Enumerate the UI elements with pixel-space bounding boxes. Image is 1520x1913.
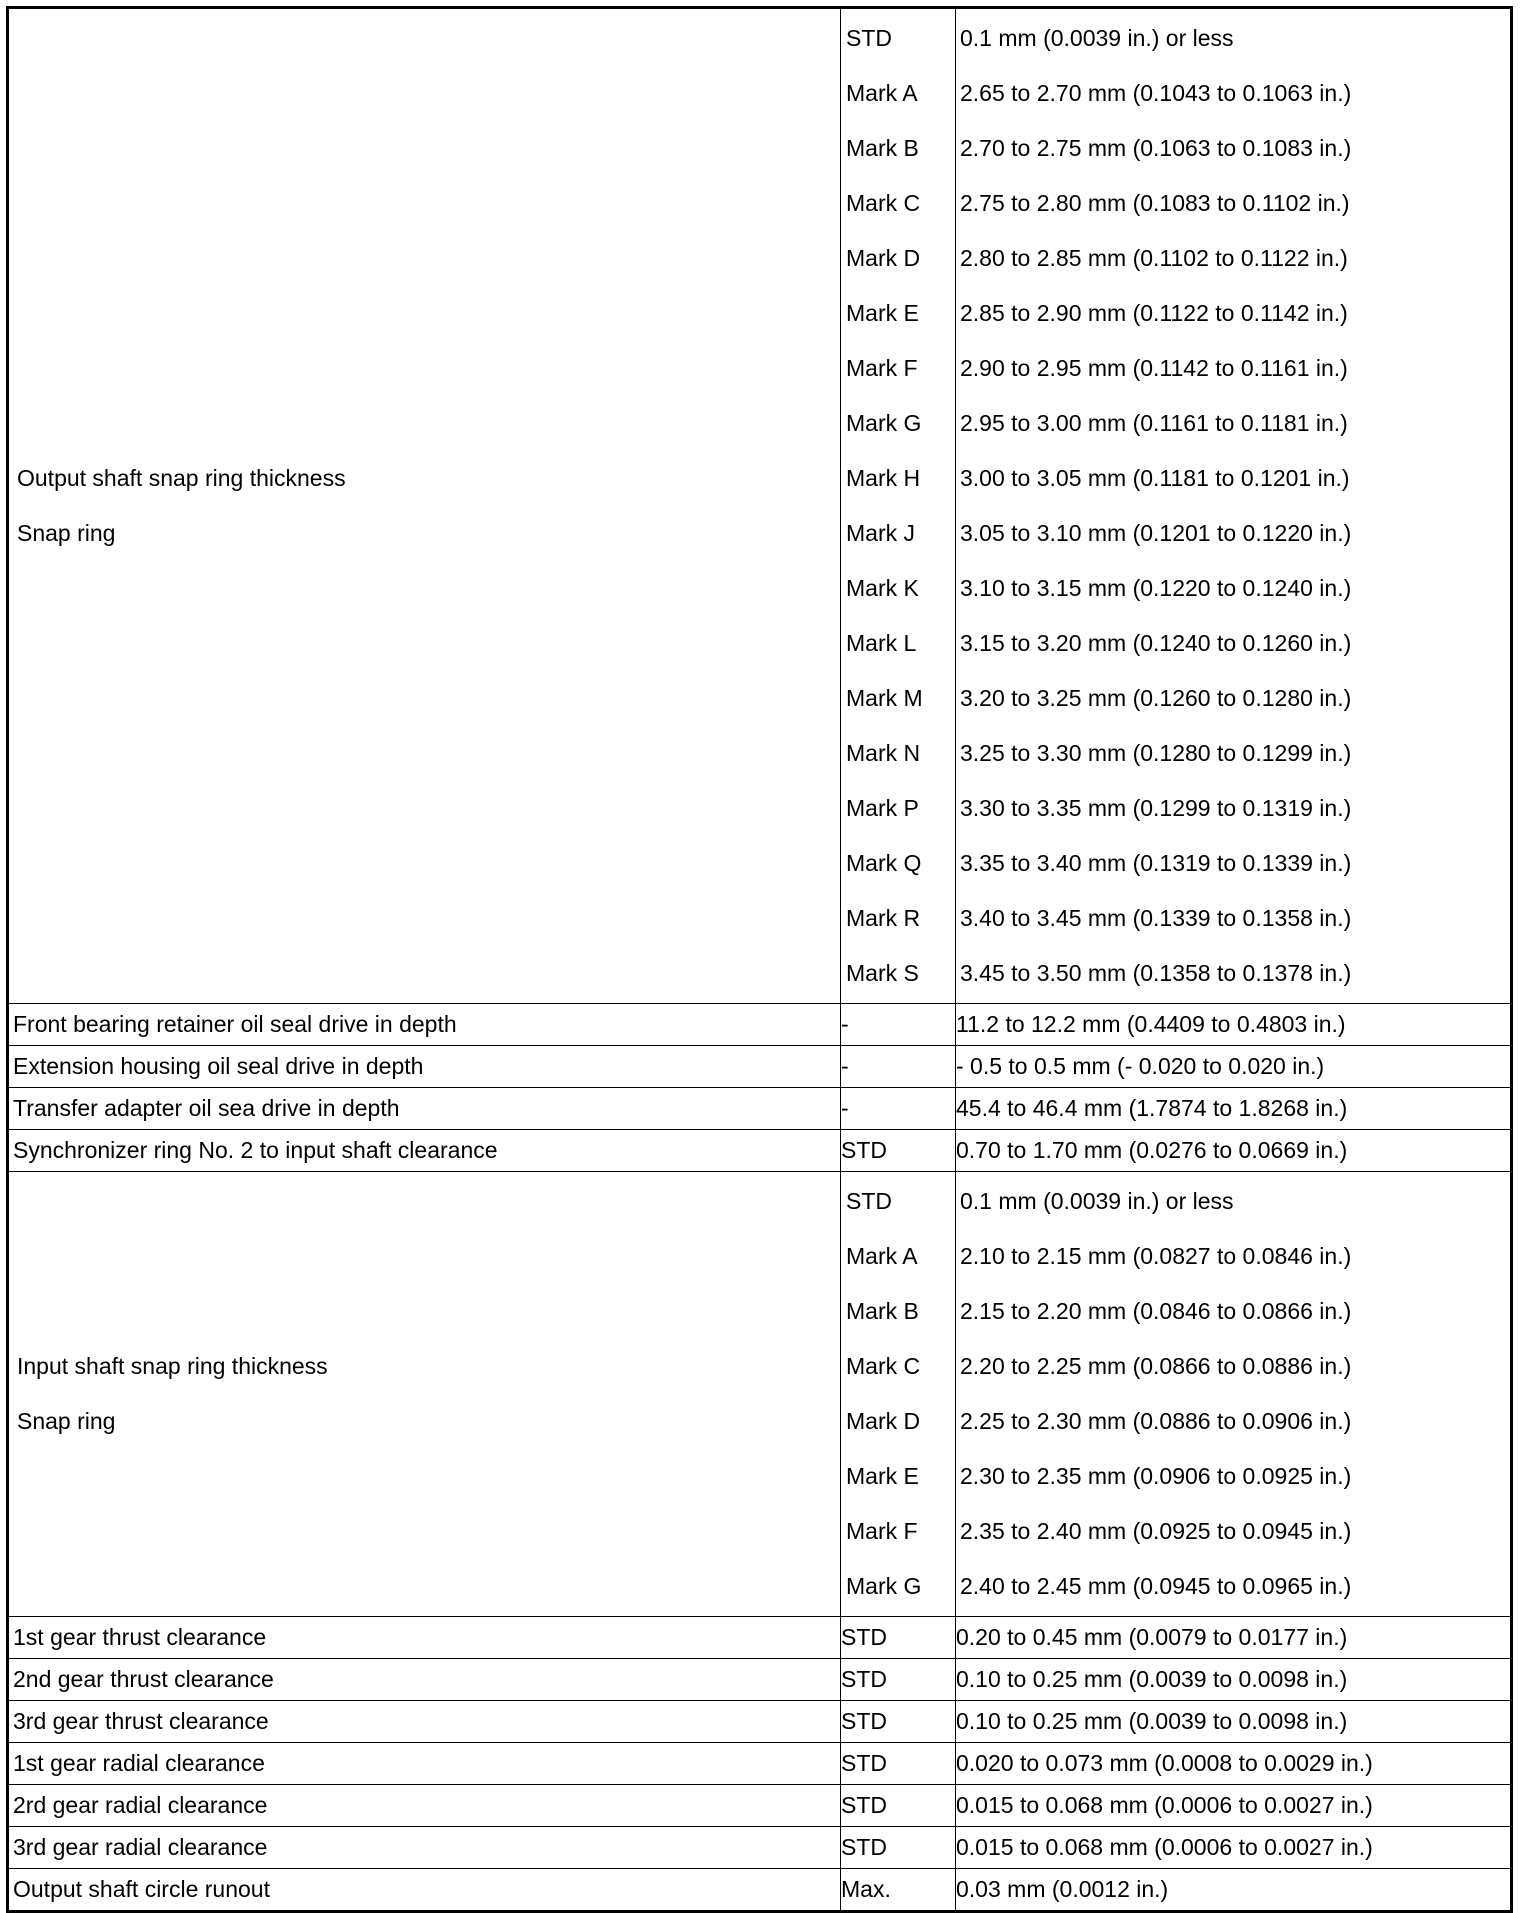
group-value-cell [956, 1172, 1512, 1617]
spec-key: Mark N [846, 740, 921, 766]
spec-value: 0.015 to 0.068 mm (0.0006 to 0.0027 in.) [956, 1827, 1512, 1869]
spec-value: 2.65 to 2.70 mm (0.1043 to 0.1063 in.) [960, 80, 1352, 106]
spec-key: Mark C [846, 190, 921, 216]
table-row [8, 1659, 1512, 1701]
spec-value: 3.35 to 3.40 mm (0.1319 to 0.1339 in.) [960, 850, 1352, 876]
spec-key: STD [841, 1743, 956, 1785]
spec-value: 3.45 to 3.50 mm (0.1358 to 0.1378 in.) [960, 960, 1352, 986]
group-key-cell [841, 8, 956, 1004]
spec-key: - [841, 1046, 956, 1088]
table-row [8, 1004, 1512, 1046]
group-item-label [13, 1172, 840, 1616]
group-item-label [13, 9, 840, 1003]
table-row [8, 1701, 1512, 1743]
spec-key: Mark E [846, 1463, 919, 1489]
spec-value: 3.20 to 3.25 mm (0.1260 to 0.1280 in.) [960, 685, 1352, 711]
spec-value: 2.70 to 2.75 mm (0.1063 to 0.1083 in.) [960, 135, 1352, 161]
spec-value: 2.95 to 3.00 mm (0.1161 to 0.1181 in.) [960, 410, 1348, 436]
spec-key: STD [846, 25, 892, 51]
spec-value: 2.35 to 2.40 mm (0.0925 to 0.0945 in.) [960, 1518, 1352, 1544]
spec-key: Mark D [846, 245, 921, 271]
spec-value: 2.30 to 2.35 mm (0.0906 to 0.0925 in.) [960, 1463, 1352, 1489]
spec-item: Output shaft circle runout [8, 1869, 841, 1912]
spec-value: 0.03 mm (0.0012 in.) [956, 1869, 1512, 1912]
spec-key: STD [841, 1701, 956, 1743]
spec-value: 0.10 to 0.25 mm (0.0039 to 0.0098 in.) [956, 1659, 1512, 1701]
spec-value: 0.020 to 0.073 mm (0.0008 to 0.0029 in.) [956, 1743, 1512, 1785]
spec-key: Mark H [846, 465, 921, 491]
spec-key: - [841, 1088, 956, 1130]
spec-value: 3.00 to 3.05 mm (0.1181 to 0.1201 in.) [960, 465, 1350, 491]
spec-key: STD [841, 1617, 956, 1659]
spec-value: 3.10 to 3.15 mm (0.1220 to 0.1240 in.) [960, 575, 1352, 601]
group-row [8, 1172, 1512, 1617]
table-row [8, 1743, 1512, 1785]
spec-value: - 0.5 to 0.5 mm (- 0.020 to 0.020 in.) [956, 1046, 1512, 1088]
spec-key: STD [841, 1130, 956, 1172]
spec-value: 2.20 to 2.25 mm (0.0866 to 0.0886 in.) [960, 1353, 1352, 1379]
spec-value: 0.20 to 0.45 mm (0.0079 to 0.0177 in.) [956, 1617, 1512, 1659]
spec-key: Mark Q [846, 850, 922, 876]
spec-value: 0.015 to 0.068 mm (0.0006 to 0.0027 in.) [956, 1785, 1512, 1827]
spec-key: STD [841, 1659, 956, 1701]
spec-value: 3.25 to 3.30 mm (0.1280 to 0.1299 in.) [960, 740, 1352, 766]
spec-value: 3.40 to 3.45 mm (0.1339 to 0.1358 in.) [960, 905, 1352, 931]
group-item-cell [8, 8, 841, 1004]
table-row [8, 1617, 1512, 1659]
group-item-cell [8, 1172, 841, 1617]
spec-item: 3rd gear radial clearance [8, 1827, 841, 1869]
spec-key: Mark E [846, 300, 919, 326]
spec-key: STD [841, 1785, 956, 1827]
spec-value: 0.70 to 1.70 mm (0.0276 to 0.0669 in.) [956, 1130, 1512, 1172]
spec-key: Mark F [846, 1518, 918, 1544]
spec-value: 2.75 to 2.80 mm (0.1083 to 0.1102 in.) [960, 190, 1350, 216]
spec-key: Mark B [846, 1298, 919, 1324]
spec-item: 3rd gear thrust clearance [8, 1701, 841, 1743]
spec-key: Mark P [846, 795, 919, 821]
spec-key: STD [841, 1827, 956, 1869]
spec-value: 2.80 to 2.85 mm (0.1102 to 0.1122 in.) [960, 245, 1348, 271]
table-row [8, 1088, 1512, 1130]
spec-key: Max. [841, 1869, 956, 1912]
spec-item: 2rd gear radial clearance [8, 1785, 841, 1827]
group-key-cell [841, 1172, 956, 1617]
spec-key: Mark G [846, 1573, 922, 1599]
spec-value: 2.10 to 2.15 mm (0.0827 to 0.0846 in.) [960, 1243, 1352, 1269]
spec-key: Mark L [846, 630, 917, 656]
group-item-line: Output shaft snap ring thickness [17, 465, 346, 491]
spec-item: 1st gear radial clearance [8, 1743, 841, 1785]
spec-key: Mark A [846, 80, 918, 106]
table-row [8, 1869, 1512, 1912]
spec-value: 3.30 to 3.35 mm (0.1299 to 0.1319 in.) [960, 795, 1352, 821]
table-row [8, 1130, 1512, 1172]
spec-value: 0.1 mm (0.0039 in.) or less [960, 25, 1234, 51]
spec-value: 2.90 to 2.95 mm (0.1142 to 0.1161 in.) [960, 355, 1348, 381]
spec-item: Transfer adapter oil sea drive in depth [8, 1088, 841, 1130]
spec-value: 3.15 to 3.20 mm (0.1240 to 0.1260 in.) [960, 630, 1352, 656]
spec-item: Extension housing oil seal drive in depth [8, 1046, 841, 1088]
spec-key: Mark B [846, 135, 919, 161]
spec-key: Mark G [846, 410, 922, 436]
spec-value: 45.4 to 46.4 mm (1.7874 to 1.8268 in.) [956, 1088, 1512, 1130]
spec-key: Mark R [846, 905, 921, 931]
spec-value: 3.05 to 3.10 mm (0.1201 to 0.1220 in.) [960, 520, 1352, 546]
spec-key: Mark C [846, 1353, 921, 1379]
spec-key: Mark J [846, 520, 915, 546]
table-row [8, 1046, 1512, 1088]
group-value-cell [956, 8, 1512, 1004]
spec-item: Synchronizer ring No. 2 to input shaft clearance [8, 1130, 841, 1172]
spec-key: Mark A [846, 1243, 918, 1269]
spec-value: 2.40 to 2.45 mm (0.0945 to 0.0965 in.) [960, 1573, 1352, 1599]
spec-key: Mark K [846, 575, 919, 601]
spec-item: Front bearing retainer oil seal drive in depth [8, 1004, 841, 1046]
spec-item: 2nd gear thrust clearance [8, 1659, 841, 1701]
spec-value: 0.1 mm (0.0039 in.) or less [960, 1188, 1234, 1214]
spec-value: 11.2 to 12.2 mm (0.4409 to 0.4803 in.) [956, 1004, 1512, 1046]
table-row [8, 1827, 1512, 1869]
spec-key: STD [846, 1188, 892, 1214]
spec-key: Mark F [846, 355, 918, 381]
spec-key: Mark D [846, 1408, 921, 1434]
specification-table [6, 6, 1513, 1913]
group-row [8, 8, 1512, 1004]
group-item-line: Snap ring [17, 520, 116, 546]
spec-value: 0.10 to 0.25 mm (0.0039 to 0.0098 in.) [956, 1701, 1512, 1743]
spec-value: 2.85 to 2.90 mm (0.1122 to 0.1142 in.) [960, 300, 1348, 326]
group-item-line: Snap ring [17, 1408, 116, 1434]
group-item-line: Input shaft snap ring thickness [17, 1353, 328, 1379]
spec-value: 2.15 to 2.20 mm (0.0846 to 0.0866 in.) [960, 1298, 1352, 1324]
spec-key: Mark S [846, 960, 919, 986]
spec-key: Mark M [846, 685, 923, 711]
spec-key: - [841, 1004, 956, 1046]
specification-table-body [8, 8, 1512, 1912]
table-row [8, 1785, 1512, 1827]
spec-value: 2.25 to 2.30 mm (0.0886 to 0.0906 in.) [960, 1408, 1352, 1434]
spec-item: 1st gear thrust clearance [8, 1617, 841, 1659]
